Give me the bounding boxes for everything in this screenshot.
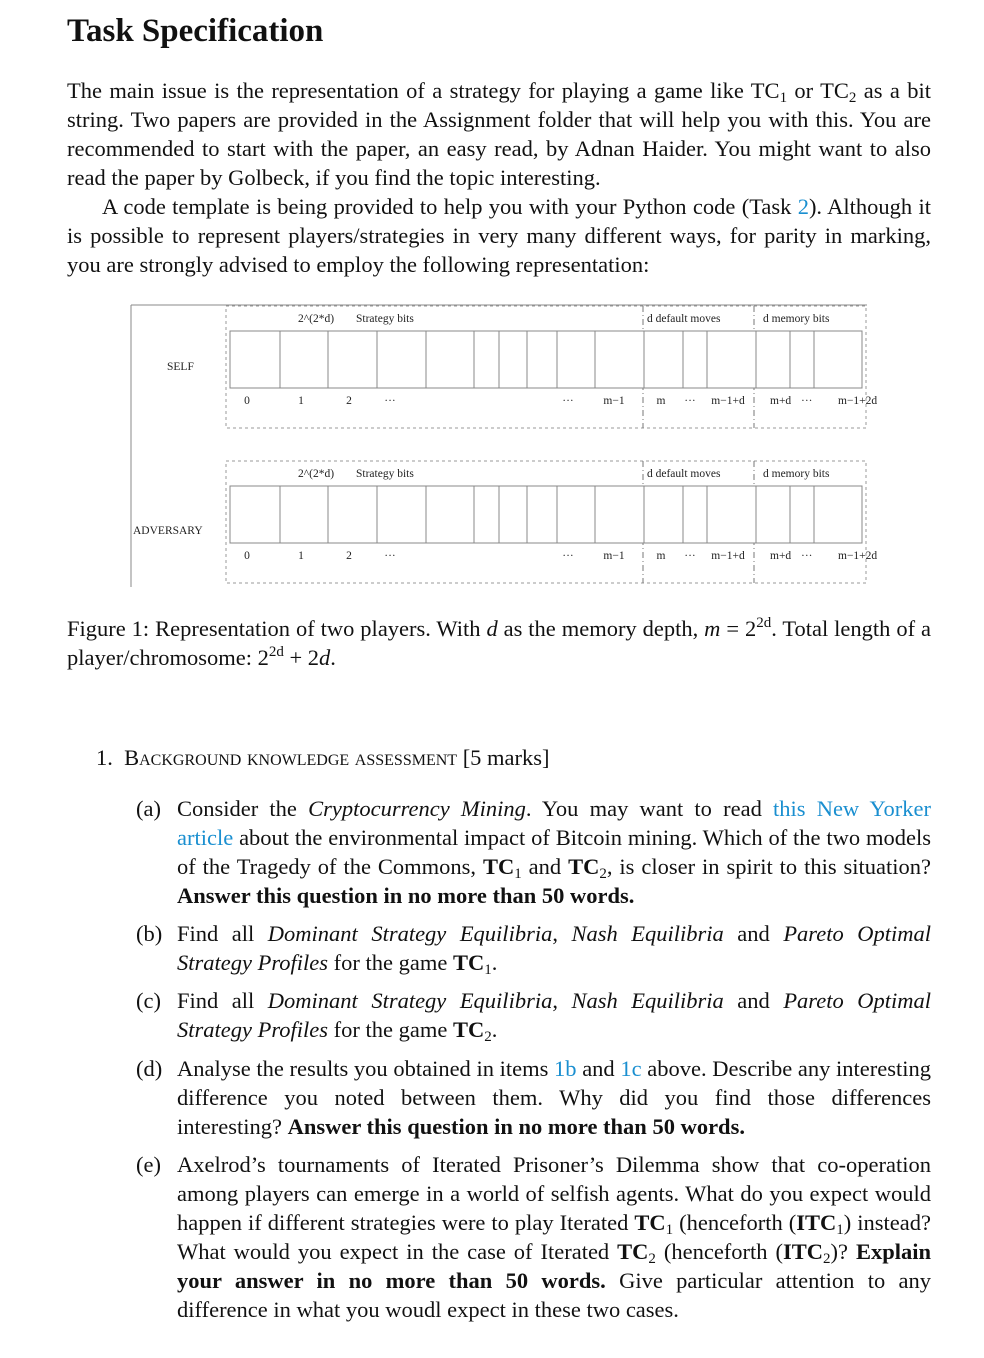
- text-segment: = 2: [720, 616, 757, 641]
- text-segment: Pareto Optimal Strategy Profiles: [177, 921, 931, 975]
- text-segment: and: [723, 988, 784, 1013]
- text-segment: . You may want to read: [525, 796, 773, 821]
- question-item-d: [136, 1054, 931, 1141]
- bit-index-label: m: [656, 550, 666, 562]
- bit-index-label: ···: [384, 395, 396, 407]
- text-segment: ) instead? What would you expect in the case of Iterated: [177, 1210, 931, 1264]
- text-segment: about the environmental impact of Bitcoin mining. Which of the two models of the Tragedy of the Commons,: [177, 825, 931, 879]
- bit-index-label: m+d: [770, 550, 792, 562]
- bit-index-label: 1: [298, 395, 304, 407]
- player-label: SELF: [167, 361, 194, 373]
- text-segment: and: [723, 921, 784, 946]
- text-segment: above. Describe any interesting difference you noted between them. Why did you find those differences interesting?: [177, 1056, 931, 1139]
- text-segment: Explain your answer in no more than 50 words.: [177, 1239, 931, 1293]
- question-item-a: [136, 794, 931, 910]
- bit-index-label: 2: [346, 550, 352, 562]
- text-segment: + 2: [283, 645, 320, 670]
- text-segment: Dominant Strategy Equilibria: [267, 988, 553, 1013]
- text-segment: (henceforth (: [655, 1239, 783, 1264]
- text-segment: ITC: [796, 1210, 837, 1235]
- memory-bits-label: d memory bits: [763, 468, 830, 480]
- bit-index-label: m−1+2d: [838, 395, 878, 407]
- bit-index-label: ···: [384, 550, 396, 562]
- page-title: Task Specification: [67, 13, 324, 49]
- text-segment: 1: [836, 1222, 844, 1238]
- text-segment: m: [704, 616, 721, 641]
- text-segment: d: [319, 645, 331, 670]
- text-segment: ). Although it is possible to represent players/strategies in very many different ways, for parity in marking, you are strongly advised to employ the following representation:: [67, 194, 931, 277]
- text-segment: 2: [599, 866, 607, 882]
- section-number: 1.: [96, 745, 113, 770]
- question-item-b: [136, 919, 931, 978]
- text-segment: 2d: [756, 615, 772, 631]
- bit-index-label: 1: [298, 550, 304, 562]
- section-marks: [5 marks]: [462, 745, 550, 770]
- text-segment: ITC: [783, 1239, 824, 1264]
- bit-string-box: [230, 331, 862, 388]
- bit-index-label: ···: [562, 550, 574, 562]
- text-segment: ,: [552, 921, 572, 946]
- text-segment: )?: [830, 1239, 856, 1264]
- memory-bits-label: d memory bits: [763, 313, 830, 325]
- text-segment: 2d: [268, 644, 284, 660]
- bit-string-box: [230, 486, 862, 543]
- item-label: (a): [136, 796, 161, 821]
- question-item-e: [136, 1150, 931, 1324]
- text-segment: or TC: [787, 78, 849, 103]
- text-segment: and: [521, 854, 569, 879]
- text-segment: Axelrod’s tournaments of Iterated Prisoner’s Dilemma show that co-operation among players can emerge in a world of selfish agents. What do you expect would happen if different strategies were to play Iterated: [177, 1152, 931, 1235]
- player-label: ADVERSARY: [133, 525, 203, 537]
- item-text: [177, 988, 931, 1045]
- text-segment: TC: [617, 1239, 649, 1264]
- text-segment: 1: [779, 90, 788, 106]
- default-moves-label: d default moves: [647, 468, 721, 480]
- item-label: (d): [136, 1056, 163, 1081]
- item-label: (e): [136, 1152, 161, 1177]
- text-segment: Analyse the results you obtained in items: [177, 1056, 555, 1081]
- text-segment: Cryptocurrency Mining: [308, 796, 526, 821]
- text-segment: 2: [823, 1251, 831, 1267]
- text-segment: TC: [452, 950, 485, 975]
- item-text: [177, 1152, 931, 1322]
- text-segment: . Total length of a player/chromosome: 2: [67, 616, 931, 670]
- bit-index-label: m−1+d: [711, 550, 745, 562]
- default-moves-label: d default moves: [647, 313, 721, 325]
- text-segment: (henceforth (: [673, 1210, 797, 1235]
- text-segment: 2: [848, 90, 857, 106]
- text-segment: ,: [552, 988, 572, 1013]
- text-segment: 1: [484, 962, 492, 978]
- strategy-count-label: 2^(2*d): [298, 313, 335, 325]
- bit-index-label: m: [656, 395, 666, 407]
- section-heading: [96, 745, 550, 771]
- item-text: [177, 796, 931, 908]
- text-segment: 1: [665, 1222, 674, 1238]
- text-segment: 1: [514, 866, 522, 882]
- bit-index-label: m−1: [603, 395, 625, 407]
- text-segment: for the game: [328, 950, 453, 975]
- text-segment: for the game: [328, 1017, 453, 1042]
- text-segment: Pareto Optimal Strategy Profiles: [177, 988, 931, 1042]
- bit-index-label: m−1+2d: [838, 550, 878, 562]
- text-segment: and: [576, 1056, 621, 1081]
- hyperlink[interactable]: this New Yorker article: [177, 796, 931, 850]
- text-segment: TC: [568, 854, 600, 879]
- text-segment: The main issue is the representation of a strategy for playing a game like TC: [67, 78, 780, 103]
- text-segment: A code template is being provided to help you with your Python code (Task: [102, 194, 798, 219]
- text-segment: Find all: [177, 988, 268, 1013]
- text-segment: Consider the: [177, 796, 309, 821]
- text-segment: 2: [648, 1251, 656, 1267]
- item-label: (b): [136, 921, 163, 946]
- item-text: [177, 921, 931, 978]
- text-segment: Answer this question in no more than 50 words.: [177, 883, 635, 908]
- bit-index-label: 0: [244, 550, 250, 562]
- strategy-bits-label: Strategy bits: [356, 313, 414, 325]
- bit-index-label: ···: [684, 550, 696, 562]
- text-segment: Dominant Strategy Equilibria: [267, 921, 553, 946]
- bit-index-label: m−1+d: [711, 395, 745, 407]
- bit-index-label: ···: [684, 395, 696, 407]
- text-segment: .: [330, 645, 336, 670]
- bit-index-label: m+d: [770, 395, 792, 407]
- text-segment: Give particular attention to any difference in what you woudl expect in these two cases.: [177, 1268, 931, 1322]
- text-segment: .: [491, 1017, 498, 1042]
- figure-representation-diagram: [0, 0, 984, 600]
- hyperlink[interactable]: 1b: [554, 1056, 577, 1081]
- question-item-c: [136, 986, 931, 1045]
- hyperlink[interactable]: 1c: [620, 1056, 642, 1081]
- bit-index-label: 2: [346, 395, 352, 407]
- text-segment: Find all: [177, 921, 268, 946]
- text-segment: Nash Equilibria: [571, 988, 724, 1013]
- text-segment: Answer this question in no more than 50 words.: [287, 1114, 745, 1139]
- text-segment: , is closer in spirit to this situation?: [606, 854, 931, 879]
- item-text: [177, 1056, 931, 1139]
- hyperlink[interactable]: 2: [797, 194, 809, 219]
- bit-index-label: ···: [801, 550, 813, 562]
- bit-index-label: ···: [801, 395, 813, 407]
- figure-caption: [67, 614, 931, 672]
- text-segment: TC: [482, 854, 515, 879]
- text-segment: .: [491, 950, 498, 975]
- strategy-count-label: 2^(2*d): [298, 468, 335, 480]
- item-label: (c): [136, 988, 161, 1013]
- text-segment: TC: [452, 1017, 485, 1042]
- strategy-bits-label: Strategy bits: [356, 468, 414, 480]
- section-title: Background knowledge assessment: [124, 745, 458, 770]
- text-segment: 2: [484, 1029, 492, 1045]
- text-segment: Figure 1: Representation of two players. With: [67, 616, 487, 641]
- text-segment: Nash Equilibria: [571, 921, 724, 946]
- text-segment: TC: [634, 1210, 666, 1235]
- text-segment: as a bit string. Two papers are provided in the Assignment folder that will help you with this. You are recommended to start with the paper, an easy read, by Adnan Haider. You might want to also read the paper by Golbeck, if you find the topic interesting.: [67, 78, 931, 190]
- bit-index-label: 0: [244, 395, 250, 407]
- bit-index-label: m−1: [603, 550, 625, 562]
- bit-index-label: ···: [562, 395, 574, 407]
- text-segment: d: [486, 616, 498, 641]
- text-segment: as the memory depth,: [497, 616, 705, 641]
